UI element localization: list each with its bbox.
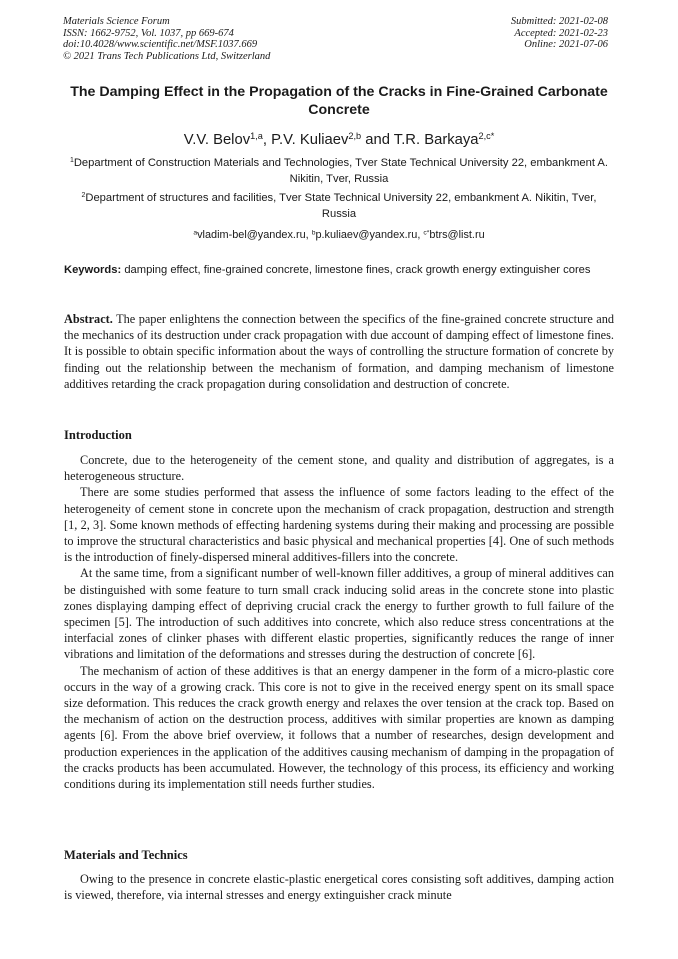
journal-info	[63, 16, 363, 62]
email-separator: ,	[305, 229, 312, 241]
affiliation	[63, 191, 615, 223]
affiliation	[63, 156, 615, 188]
submitted-date: Submitted: 2021-02-08	[510, 16, 608, 27]
affiliation-marker: 2	[81, 192, 86, 200]
affiliation-text: Department of structures and facilities, Tver State Technical University 22, embankment A. Nikitin, Tver, Russia	[85, 192, 597, 220]
paragraph: The mechanism of action of these additives is that an energy dampener in the form of a micro-plastic core occurs in the way of a growing crack. This core is not to give in the received energy spent on its small space size deformation. This reduces the crack growth energy and relaxes the over tension at the crack top. Based on the mechanism of action on the destruction process, additives with similar properties are known as damping agents [6]. From the above brief overview, it follows that a number of researches, design development and production experiences in the application of the additives causing mechanism of damping in the propagation of the cracks products has been accumulated. However, the technology of this process, its efficiency and working conditions during its implementation still needs further studies.	[64, 663, 614, 792]
accepted-date: Accepted: 2021-02-23	[514, 27, 608, 39]
email-marker: c*	[423, 229, 430, 237]
paragraph: Owing to the presence in concrete elastic-plastic energetical cores consisting soft additives, damping action is viewed, therefore, via internal stresses and energy extinguisher crack minute	[64, 872, 614, 903]
email-address: vladim-bel@yandex.ru	[197, 229, 306, 241]
online-date: Online: 2021-07-06	[524, 39, 608, 51]
author-separator: ,	[262, 132, 272, 148]
email-marker: a	[193, 229, 198, 237]
journal-issn: ISSN: 1662-9752, Vol. 1037, pp 669-674	[63, 27, 234, 39]
email-address: btrs@list.ru	[429, 229, 485, 241]
author-affiliation-marker: 1,a	[250, 130, 263, 141]
author-name: P.V. Kuliaev	[271, 132, 349, 148]
publication-dates	[408, 16, 608, 51]
affiliation-marker: 1	[69, 157, 74, 165]
introduction-heading: Introduction	[64, 428, 132, 442]
author-emails	[63, 228, 615, 243]
journal-copyright: © 2021 Trans Tech Publications Ltd, Switzerland	[63, 50, 271, 62]
abstract-text: The paper enlightens the connection between the specifics of the fine-grained concrete structure and the mechanics of its destruction under crack propagation with due account of damping effect of limestone fines. It is possible to obtain specific information about the ways of controlling the structure formation of concrete by finding out the relationship between the mechanism of formation, and damping mechanism of limestone additives retarding the crack propagation during consolidation and destruction of concrete.	[64, 312, 615, 391]
email-separator: ,	[417, 229, 424, 241]
author-affiliation-marker: 2,b	[348, 130, 362, 141]
paragraph: Concrete, due to the heterogeneity of the cement stone, and quality and distribution of aggregates, is a heterogeneous structure.	[64, 453, 614, 484]
author	[184, 132, 271, 148]
introduction-body	[64, 452, 614, 792]
journal-name: Materials Science Forum	[63, 16, 170, 27]
paragraph: There are some studies performed that assess the influence of some factors leading to the effect of the heterogeneity of cement stone in concrete upon the mechanism of crack propagation, destruction and strength [1, 2, 3]. Some known methods of effecting hardening systems during their making and processing are possible to improve the structural characteristics and basic physical and mechanical properties [4]. One of such methods is the introduction of finely-dispersed mineral additives-fillers into the concrete.	[64, 485, 614, 565]
keywords-text: damping effect, fine-grained concrete, limestone fines, crack growth energy extinguisher cores	[124, 264, 591, 276]
journal-doi: doi:10.4028/www.scientific.net/MSF.1037.669	[63, 39, 258, 51]
author-list	[63, 131, 615, 149]
abstract	[64, 311, 614, 392]
author	[271, 132, 394, 148]
author-separator: and	[361, 132, 394, 148]
keywords	[64, 262, 614, 278]
author-name: T.R. Barkaya	[393, 132, 479, 148]
email-marker: b	[311, 229, 316, 237]
email-address: p.kuliaev@yandex.ru	[315, 229, 418, 241]
paper-title: The Damping Effect in the Propagation of the Cracks in Fine-Grained Carbonate Concrete	[70, 84, 608, 118]
affiliation-text: Department of Construction Materials and Technologies, Tver State Technical University 22, embankment A. Nikitin, Tver, Russia	[73, 157, 609, 185]
materials-body	[64, 871, 614, 903]
keywords-label: Keywords:	[64, 264, 122, 276]
materials-heading: Materials and Technics	[64, 848, 188, 862]
abstract-label: Abstract.	[64, 312, 113, 326]
author	[394, 132, 494, 148]
paragraph: At the same time, from a significant number of well-known filler additives, a group of mineral additives can be distinguished with some feature to turn small crack inducing solid areas in the concrete stone into plastic zones displaying damping effect of depriving crucial crack the energy to further growth to full failure of the specimen [5]. The introduction of such additives into concrete, which also reduce stress concentrations at the interfacial zones of clinker phases with different elastic properties, significantly reduces the range of inner vibrations and limitation of the deformations and stresses during the destruction of concrete [6].	[64, 566, 614, 662]
author-affiliation-marker: 2,c*	[478, 130, 495, 141]
author-name: V.V. Belov	[183, 132, 251, 148]
